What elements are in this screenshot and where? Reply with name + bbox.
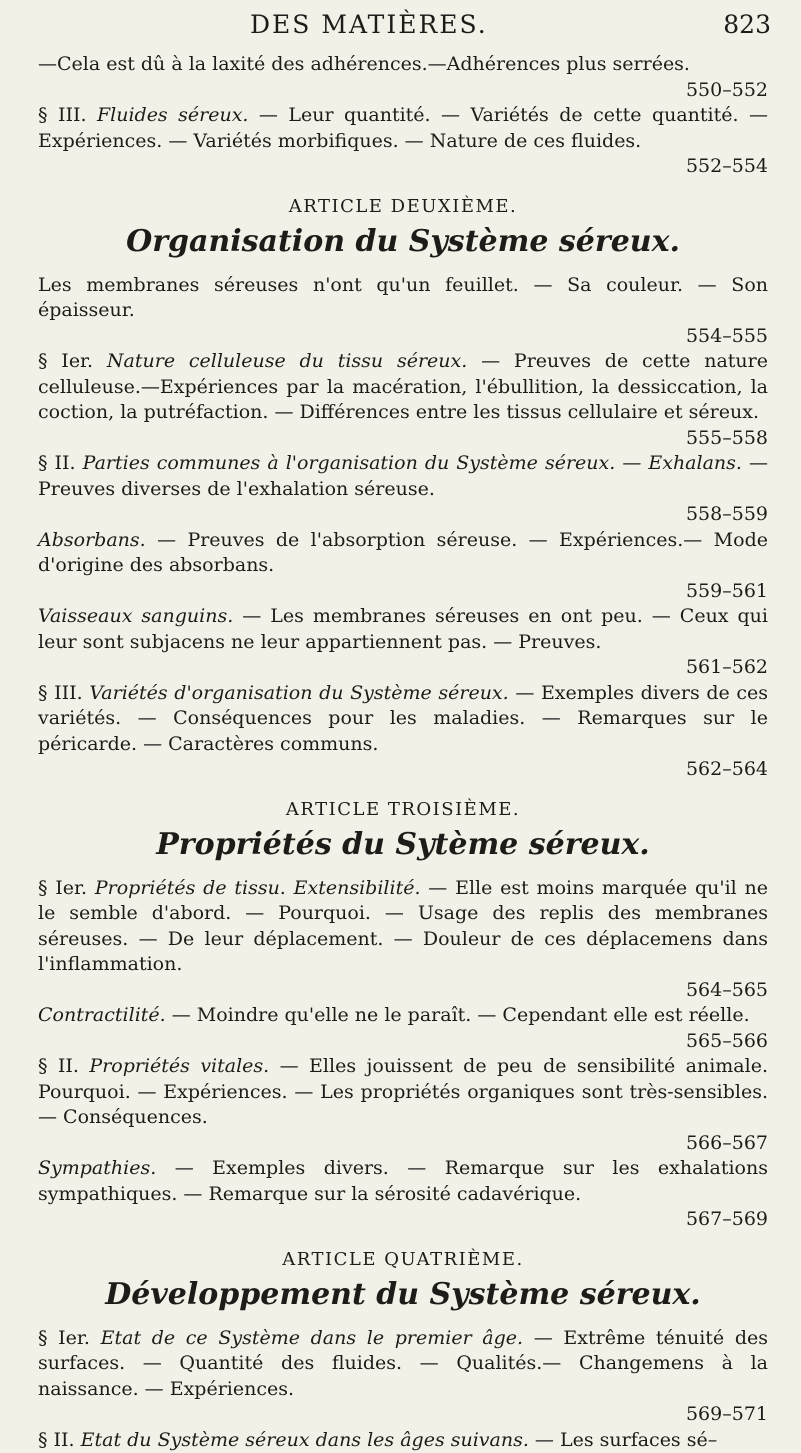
entry-text: — Elles jouissent de peu de sensibilité animale. Pourquoi. — Expériences. — Les propriétés organiques sont très-sensibles. — Conséquences. bbox=[38, 1055, 768, 1128]
section-symbol: § III. bbox=[38, 104, 97, 126]
sub-heading: Contractilité. bbox=[38, 1004, 166, 1026]
entry-text: —Cela est dû à la laxité des adhérences.—Adhérences plus serrées. bbox=[38, 53, 690, 75]
toc-entry-proprietes-tissu bbox=[38, 876, 768, 978]
section-heading: Parties communes à l'organisation du Système séreux. bbox=[83, 452, 616, 474]
article-label: ARTICLE DEUXIÈME. bbox=[38, 194, 768, 220]
page-ref: 561–562 bbox=[38, 655, 768, 681]
entry-text: — Extrême ténuité des surfaces. — Quantité des fluides. — Qualités.— Changemens à la naissance. — Expériences. bbox=[38, 1327, 768, 1400]
page-header bbox=[0, 10, 801, 46]
entry-text: Les membranes séreuses n'ont qu'un feuillet. — Sa couleur. — Son épaisseur. bbox=[38, 274, 768, 322]
section-symbol: § Ier. bbox=[38, 1327, 101, 1349]
section-heading: Etat du Système séreux dans les âges suivans. bbox=[81, 1429, 529, 1451]
section-heading: Propriétés de tissu. bbox=[95, 877, 286, 899]
sub-heading: Extensibilité. bbox=[286, 877, 421, 899]
page-ref: 555–558 bbox=[38, 426, 768, 452]
page-ref: 566–567 bbox=[38, 1131, 768, 1157]
page-ref: 558–559 bbox=[38, 502, 768, 528]
page-ref: 562–564 bbox=[38, 757, 768, 783]
article-title: Organisation du Système séreux. bbox=[38, 229, 768, 255]
section-heading: Nature celluleuse du tissu séreux. bbox=[107, 350, 467, 372]
entry-text: — Exemples divers. — Remarque sur les exhalations sympathiques. — Remarque sur la sérosité cadavérique. bbox=[38, 1157, 768, 1205]
entry-text: — Les membranes séreuses en ont peu. — Ceux qui leur sont subjacens ne leur appartiennent pas. — Preuves. bbox=[38, 605, 768, 653]
toc-entry-intro bbox=[38, 273, 768, 324]
toc-entry-varietes bbox=[38, 681, 768, 758]
toc-entry-proprietes-vitales bbox=[38, 1054, 768, 1131]
sub-heading: Absorbans. bbox=[38, 529, 146, 551]
toc-entry-contractilite bbox=[38, 1003, 768, 1029]
page-ref: 554–555 bbox=[38, 324, 768, 350]
entry-text: — Elle est moins marquée qu'il ne le semble d'abord. — Pourquoi. — Usage des replis des membranes séreuses. — De leur déplacement. — Douleur de ces déplacemens dans l'inflammation. bbox=[38, 877, 768, 976]
toc-entry-absorbans bbox=[38, 528, 768, 579]
page-ref: 550–552 bbox=[38, 78, 768, 104]
section-symbol: § II. bbox=[38, 1429, 81, 1451]
entry-text: — Moindre qu'elle ne le paraît. — Cependant elle est réelle. bbox=[166, 1004, 750, 1026]
article-title: Développement du Système séreux. bbox=[38, 1282, 768, 1308]
toc-entry-adherences bbox=[38, 52, 768, 78]
page-ref: 552–554 bbox=[38, 154, 768, 180]
page-ref: 565–566 bbox=[38, 1029, 768, 1055]
article-label: ARTICLE TROISIÈME. bbox=[38, 797, 768, 823]
entry-text: — Preuves de cette nature celluleuse.—Expériences par la macération, l'ébullition, la dessiccation, la coction, la putréfaction. — Différences entre les tissus cellulaire et séreux. bbox=[38, 350, 768, 423]
section-symbol: § III. bbox=[38, 682, 89, 704]
article-title: Propriétés du Sytème séreux. bbox=[38, 832, 768, 858]
toc-entry-parties-communes bbox=[38, 451, 768, 502]
entry-text: — Preuves diverses de l'exhalation séreuse. bbox=[38, 452, 768, 500]
page-number: 823 bbox=[723, 10, 771, 39]
entry-text: — Leur quantité. — Variétés de cette quantité. — Expériences. — Variétés morbifiques. — Nature de ces fluides. bbox=[38, 104, 768, 152]
table-of-contents bbox=[38, 52, 768, 1453]
toc-entry-ages-suivans bbox=[38, 1428, 768, 1453]
section-symbol: § Ier. bbox=[38, 877, 95, 899]
sub-heading: Sympathies. bbox=[38, 1157, 156, 1179]
toc-entry-sympathies bbox=[38, 1156, 768, 1207]
page-ref: 567–569 bbox=[38, 1207, 768, 1233]
entry-text: — Les surfaces sé– bbox=[529, 1429, 717, 1451]
section-symbol: § Ier. bbox=[38, 350, 107, 372]
section-heading: Etat de ce Système dans le premier âge. bbox=[101, 1327, 523, 1349]
section-symbol: § II. bbox=[38, 452, 83, 474]
page-ref: 559–561 bbox=[38, 579, 768, 605]
section-heading: Fluides séreux. bbox=[97, 104, 249, 126]
article-label: ARTICLE QUATRIÈME. bbox=[38, 1247, 768, 1273]
sub-heading: Vaisseaux sanguins. bbox=[38, 605, 233, 627]
sub-heading: — Exhalans. bbox=[615, 452, 742, 474]
running-title: DES MATIÈRES. bbox=[250, 10, 488, 39]
entry-text: — Exemples divers de ces variétés. — Conséquences pour les maladies. — Remarques sur le péricarde. — Caractères communs. bbox=[38, 682, 768, 755]
page-ref: 569–571 bbox=[38, 1402, 768, 1428]
toc-entry-fluides-sereux bbox=[38, 103, 768, 154]
section-heading: Propriétés vitales. bbox=[89, 1055, 269, 1077]
page-ref: 564–565 bbox=[38, 978, 768, 1004]
toc-entry-nature-celluleuse bbox=[38, 349, 768, 426]
toc-entry-vaisseaux bbox=[38, 604, 768, 655]
entry-text: — Preuves de l'absorption séreuse. — Expériences.— Mode d'origine des absorbans. bbox=[38, 529, 768, 577]
section-heading: Variétés d'organisation du Système séreux. bbox=[89, 682, 508, 704]
section-symbol: § II. bbox=[38, 1055, 89, 1077]
